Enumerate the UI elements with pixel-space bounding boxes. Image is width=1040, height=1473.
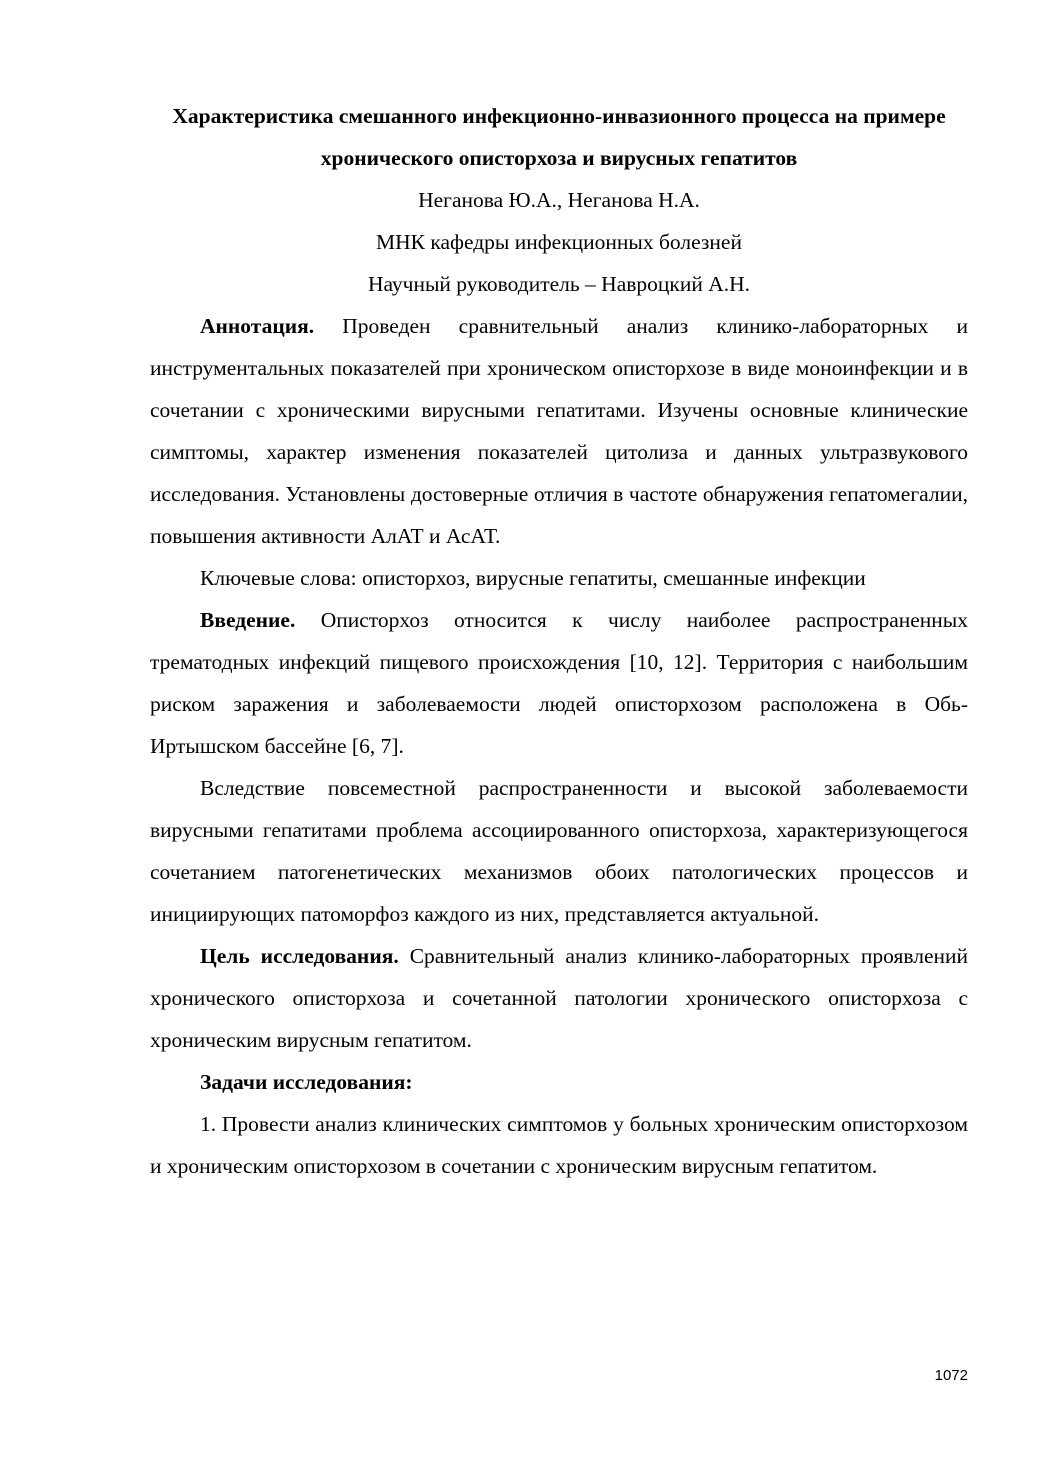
body-paragraph: Вследствие повсеместной распространенности и высокой заболеваемости вирусными гепатитами проблема ассоциированного описторхоза, характеризующегося сочетанием патогенетических механизмов обоих патологических процессов и инициирующих патоморфоз каждого из них, представляется актуальной. [150,776,968,926]
keywords: Ключевые слова: описторхоз, вирусные гепатиты, смешанные инфекции [200,566,866,590]
aim-paragraph [150,935,968,1061]
article-title: Характеристика смешанного инфекционно-инвазионного процесса на примере хронического описторхоза и вирусных гепатитов [172,104,946,170]
authors: Неганова Ю.А., Неганова Н.А. [418,188,700,212]
introduction-label: Введение. [200,608,296,632]
document-page [150,95,968,1187]
abstract-paragraph [150,305,968,557]
introduction-paragraph [150,599,968,767]
task-item: 1. Провести анализ клинических симптомов у больных хроническим описторхозом и хроническим описторхозом в сочетании с хроническим вирусным гепатитом. [150,1112,968,1178]
page-number: 1072 [934,1367,968,1384]
abstract-text: Проведен сравнительный анализ клинико-лабораторных и инструментальных показателей при хроническом описторхозе в виде моноинфекции и в сочетании с хроническими вирусными гепатитами. Изучены основные клинические симптомы, характер изменения показателей цитолиза и данных ультразвукового исследования. Установлены достоверные отличия в частоте обнаружения гепатомегалии, повышения активности АлАТ и АсАТ. [150,314,968,548]
abstract-label: Аннотация. [200,314,315,338]
aim-label: Цель исследования. [200,944,399,968]
tasks-heading: Задачи исследования: [200,1070,413,1094]
affiliation: МНК кафедры инфекционных болезней [376,230,742,254]
supervisor: Научный руководитель – Навроцкий А.Н. [367,272,751,296]
introduction-text: Описторхоз относится к числу наиболее распространенных трематодных инфекций пищевого происхождения [10, 12]. Территория с наибольшим риском заражения и заболеваемости людей описторхозом расположена в Обь-Иртышском бассейне [6, 7]. [150,608,968,758]
aim-text: Сравнительный анализ клинико-лабораторных проявлений хронического описторхоза и сочетанной патологии хронического описторхоза с хроническим вирусным гепатитом. [150,944,968,1052]
